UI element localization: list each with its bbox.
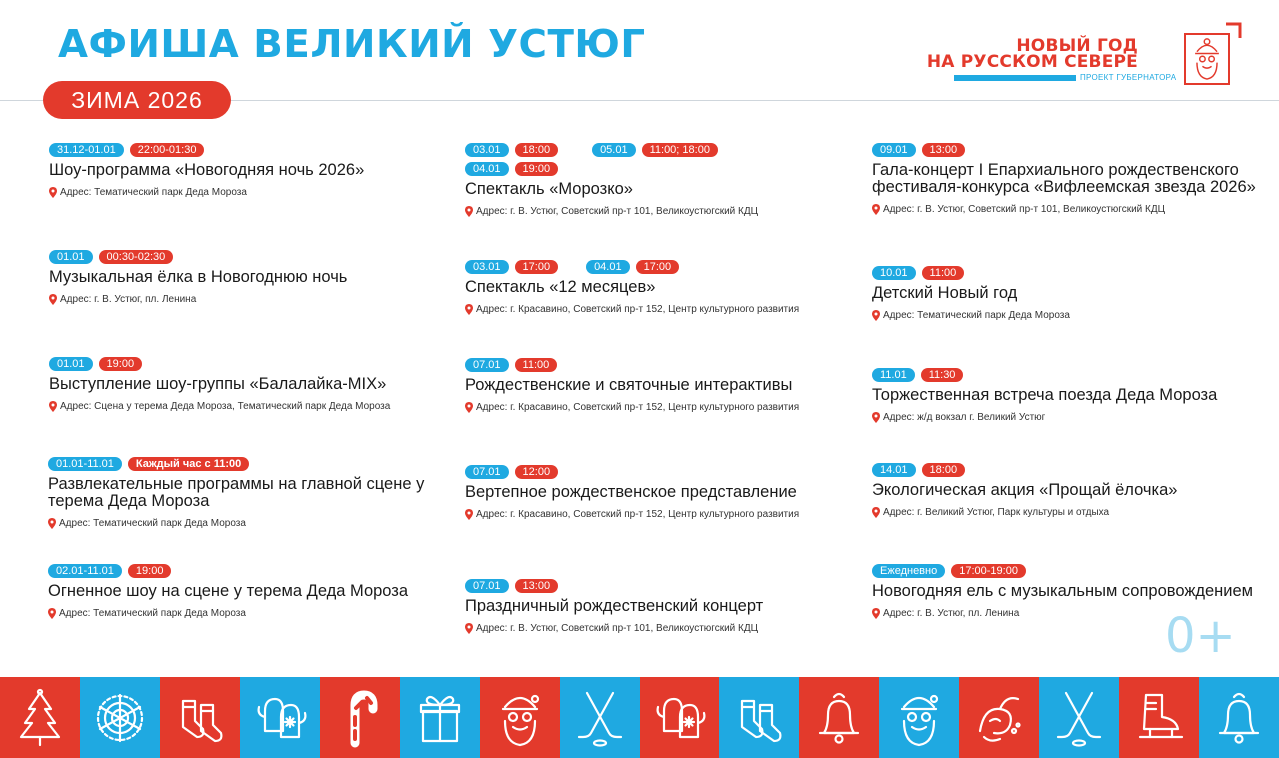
strip-tile <box>1199 677 1279 758</box>
date-tag: 09.01 <box>872 143 916 157</box>
event-address <box>48 608 438 619</box>
page-title: АФИША ВЕЛИКИЙ УСТЮГ <box>58 22 646 66</box>
event-item <box>465 260 855 315</box>
strip-tile <box>480 677 560 758</box>
event-address-text: Адрес: Тематический парк Деда Мороза <box>883 310 1070 321</box>
event-address <box>872 412 1272 423</box>
event-address-text: Адрес: г. В. Устюг, пл. Ленина <box>883 608 1020 619</box>
event-address-text: Адрес: Тематический парк Деда Мороза <box>60 187 247 198</box>
location-pin-icon <box>465 402 473 413</box>
event-address-text: Адрес: ж/д вокзал г. Великий Устюг <box>883 412 1046 423</box>
location-pin-icon <box>465 304 473 315</box>
strip-tile <box>719 677 799 758</box>
logo-corner-icon <box>1224 22 1242 40</box>
decorative-icon-strip <box>0 677 1279 758</box>
date-tag: 01.01 <box>49 357 93 371</box>
event-address-text: Адрес: Тематический парк Деда Мороза <box>59 608 246 619</box>
time-tag: 11:00; 18:00 <box>642 143 718 157</box>
time-tag: 11:30 <box>921 368 964 382</box>
event-address-text: Адрес: г. Красавино, Советский пр-т 152, Центр культурного развития <box>476 304 800 315</box>
event-title: Развлекательные программы на главной сцене у терема Деда Мороза <box>48 475 425 510</box>
event-item <box>872 266 1272 321</box>
socks-icon <box>730 687 788 749</box>
event-address-text: Адрес: г. В. Устюг, Советский пр-т 101, Великоустюгский КДЦ <box>476 623 759 634</box>
event-title: Спектакль «12 месяцев» <box>465 278 656 296</box>
event-item <box>872 143 1272 215</box>
event-title: Гала-концерт I Епархиального рождественского фестиваля-конкурса «Вифлеемская звезда 2026» <box>872 161 1256 196</box>
event-item <box>48 457 438 529</box>
time-tag: 12:00 <box>515 465 559 479</box>
strip-tile <box>80 677 160 758</box>
strip-tile <box>240 677 320 758</box>
event-item <box>465 465 855 520</box>
time-tag: 19:00 <box>515 162 559 176</box>
location-pin-icon <box>872 310 880 321</box>
event-title: Рождественские и святочные интерактивы <box>465 376 793 394</box>
event-date-tags <box>465 465 855 479</box>
strip-tile <box>799 677 879 758</box>
date-tag: 07.01 <box>465 358 509 372</box>
mittens-icon <box>251 687 309 749</box>
date-tag: 05.01 <box>592 143 636 157</box>
christmas-tree-icon <box>11 687 69 749</box>
event-address-text: Адрес: г. Красавино, Советский пр-т 152, Центр культурного развития <box>476 402 800 413</box>
date-tag: 07.01 <box>465 579 509 593</box>
event-address <box>872 507 1272 518</box>
time-tag: 19:00 <box>99 357 143 371</box>
event-address-text: Адрес: г. В. Устюг, Советский пр-т 101, Великоустюгский КДЦ <box>883 204 1166 215</box>
event-address-text: Адрес: г. Великий Устюг, Парк культуры и отдыха <box>883 507 1110 518</box>
event-date-tags <box>872 143 1272 157</box>
skate-icon <box>1130 687 1188 749</box>
event-title: Выступление шоу-группы «Балалайка-MIX» <box>49 375 387 393</box>
location-pin-icon <box>49 187 57 198</box>
event-address <box>465 509 855 520</box>
event-title: Музыкальная ёлка в Новогоднюю ночь <box>49 268 348 286</box>
date-tag: 01.01 <box>49 250 93 264</box>
logo-subtitle: ПРОЕКТ ГУБЕРНАТОРА <box>1080 73 1177 82</box>
location-pin-icon <box>465 206 473 217</box>
location-pin-icon <box>465 509 473 520</box>
event-item <box>465 579 855 634</box>
time-tag: 17:00-19:00 <box>951 564 1026 578</box>
event-date-tags <box>872 368 1272 382</box>
location-pin-icon <box>49 294 57 305</box>
strip-tile <box>1039 677 1119 758</box>
event-title: Шоу-программа «Новогодняя ночь 2026» <box>49 161 365 179</box>
location-pin-icon <box>872 412 880 423</box>
santa-logo-icon <box>1184 33 1230 85</box>
date-tag: 14.01 <box>872 463 916 477</box>
candy-cane-icon <box>331 687 389 749</box>
event-item <box>49 357 439 412</box>
event-address-text: Адрес: Сцена у терема Деда Мороза, Тематический парк Деда Мороза <box>60 401 391 412</box>
event-address-text: Адрес: г. В. Устюг, пл. Ленина <box>60 294 197 305</box>
strip-tile <box>640 677 720 758</box>
snowflake-icon <box>91 687 149 749</box>
event-address <box>49 401 439 412</box>
socks-icon <box>171 687 229 749</box>
date-tag: 31.12-01.01 <box>49 143 124 157</box>
location-pin-icon <box>465 623 473 634</box>
time-tag: 13:00 <box>515 579 559 593</box>
event-title: Праздничный рождественский концерт <box>465 597 764 615</box>
gift-icon <box>411 687 469 749</box>
event-title: Спектакль «Морозко» <box>465 180 633 198</box>
age-rating: 0+ <box>1165 608 1236 664</box>
time-tag: 11:00 <box>515 358 558 372</box>
santa-icon <box>890 687 948 749</box>
date-tag: 03.01 <box>465 260 509 274</box>
event-address <box>872 204 1272 215</box>
date-tag: 02.01-11.01 <box>48 564 122 578</box>
location-pin-icon <box>872 204 880 215</box>
date-tag: 11.01 <box>872 368 915 382</box>
time-tag: 19:00 <box>128 564 172 578</box>
event-item <box>465 358 855 413</box>
strip-tile <box>560 677 640 758</box>
event-title: Огненное шоу на сцене у терема Деда Мороза <box>48 582 409 600</box>
event-item <box>465 143 855 217</box>
date-tag: 04.01 <box>465 162 509 176</box>
event-address <box>49 294 439 305</box>
event-date-tags <box>49 143 439 157</box>
event-address-text: Адрес: Тематический парк Деда Мороза <box>59 518 246 529</box>
date-tag: 01.01-11.01 <box>48 457 122 471</box>
time-tag: 17:00 <box>515 260 559 274</box>
event-title: Экологическая акция «Прощай ёлочка» <box>872 481 1178 499</box>
time-tag: 13:00 <box>922 143 966 157</box>
date-tag: 10.01 <box>872 266 916 280</box>
event-title: Новогодняя ель с музыкальным сопровождением <box>872 582 1254 600</box>
firebird-icon <box>970 687 1028 749</box>
strip-tile <box>160 677 240 758</box>
santa-icon <box>491 687 549 749</box>
strip-tile <box>959 677 1039 758</box>
event-date-tags <box>465 260 855 274</box>
event-address <box>465 623 855 634</box>
event-address <box>465 206 855 217</box>
logo-line2: НА РУССКОМ СЕВЕРЕ <box>926 52 1138 72</box>
event-item <box>49 250 439 305</box>
event-date-tags <box>872 564 1272 578</box>
bell-icon <box>1210 687 1268 749</box>
event-date-tags <box>465 358 855 372</box>
event-item <box>49 143 439 198</box>
event-address-text: Адрес: г. Красавино, Советский пр-т 152, Центр культурного развития <box>476 509 800 520</box>
event-item <box>872 463 1272 518</box>
time-tag: 11:00 <box>922 266 965 280</box>
strip-tile <box>879 677 959 758</box>
location-pin-icon <box>48 608 56 619</box>
location-pin-icon <box>48 518 56 529</box>
time-tag: 22:00-01:30 <box>130 143 205 157</box>
event-title: Торжественная встреча поезда Деда Мороза <box>872 386 1218 404</box>
time-tag: 17:00 <box>636 260 680 274</box>
event-address <box>872 310 1272 321</box>
date-tag: 04.01 <box>586 260 630 274</box>
time-tag: 18:00 <box>922 463 966 477</box>
time-tag: 18:00 <box>515 143 559 157</box>
event-item <box>872 368 1272 423</box>
event-address-text: Адрес: г. В. Устюг, Советский пр-т 101, Великоустюгский КДЦ <box>476 206 759 217</box>
location-pin-icon <box>49 401 57 412</box>
time-tag: 00:30-02:30 <box>99 250 174 264</box>
event-address <box>49 187 439 198</box>
event-address <box>465 304 855 315</box>
event-address <box>48 518 438 529</box>
event-date-tags <box>49 357 439 371</box>
bell-icon <box>810 687 868 749</box>
event-date-tags <box>48 457 438 471</box>
date-tag: Ежедневно <box>872 564 945 578</box>
event-date-tags <box>872 463 1272 477</box>
event-date-tags <box>48 564 438 578</box>
mittens-icon <box>650 687 708 749</box>
event-date-tags <box>49 250 439 264</box>
event-item <box>48 564 438 619</box>
season-badge: ЗИМА 2026 <box>43 81 231 119</box>
strip-tile <box>0 677 80 758</box>
strip-tile <box>1119 677 1199 758</box>
date-tag: 07.01 <box>465 465 509 479</box>
event-date-tags <box>465 579 855 593</box>
location-pin-icon <box>872 608 880 619</box>
hockey-sticks-icon <box>571 687 629 749</box>
strip-tile <box>400 677 480 758</box>
logo-bar <box>954 75 1076 81</box>
date-tag: 03.01 <box>465 143 509 157</box>
strip-tile <box>320 677 400 758</box>
event-date-tags <box>465 143 855 157</box>
hockey-sticks-icon <box>1050 687 1108 749</box>
event-title: Детский Новый год <box>872 284 1018 302</box>
event-title: Вертепное рождественское представление <box>465 483 797 501</box>
event-date-tags <box>465 162 855 176</box>
logo-line1: НОВЫЙ ГОД <box>1016 36 1138 56</box>
event-address <box>465 402 855 413</box>
time-tag: Каждый час с 11:00 <box>128 457 249 471</box>
event-date-tags <box>872 266 1272 280</box>
logo <box>926 28 1242 88</box>
location-pin-icon <box>872 507 880 518</box>
